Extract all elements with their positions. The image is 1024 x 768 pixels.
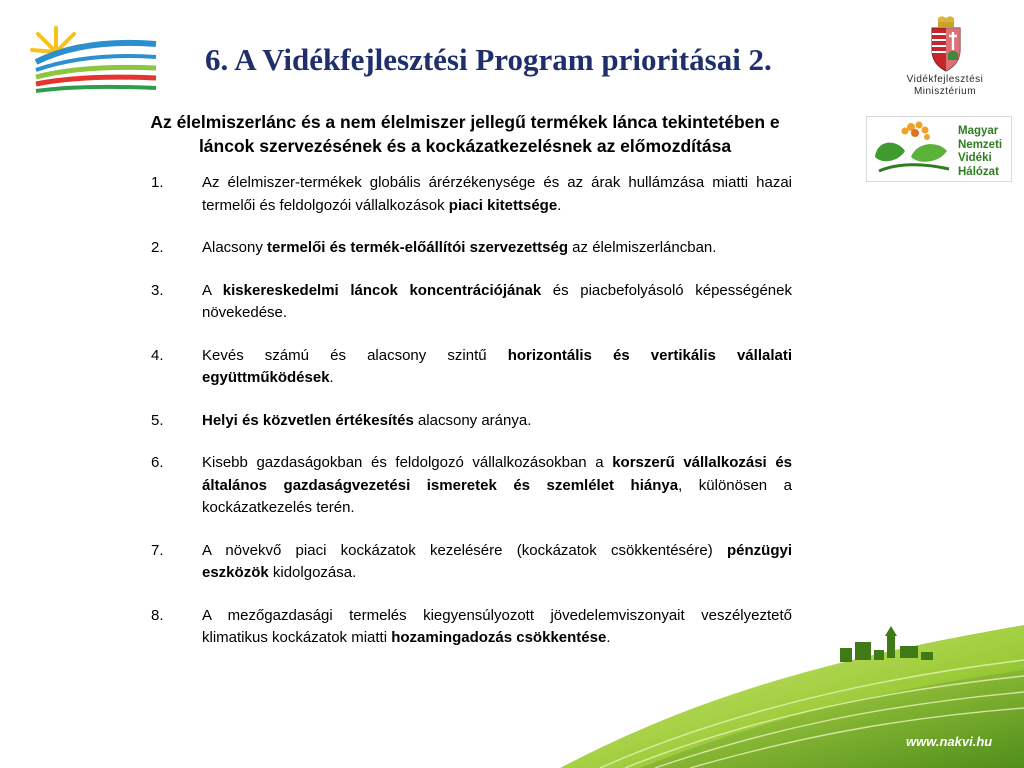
item-text xyxy=(202,237,792,260)
item-text-part: Kevés számú és alacsony szintű xyxy=(202,346,508,364)
item-number: 8. xyxy=(151,606,164,624)
item-text-bold: kiskereskedelmi láncok koncentrációjának xyxy=(222,281,542,299)
priority-list xyxy=(140,172,792,670)
item-text xyxy=(202,172,792,217)
ministry-name-line2: Minisztérium xyxy=(913,86,977,97)
list-item xyxy=(140,410,792,433)
network-name-line3: Vidéki xyxy=(958,152,992,164)
item-number: 1. xyxy=(151,174,164,191)
item-text-part: . xyxy=(606,629,611,646)
item-text-part: A mezőgazdasági termelés kiegyensúlyozott jövedelemviszonyait veszélyeztető klimatikus kockázatok miatti xyxy=(202,606,792,646)
list-item xyxy=(140,237,792,260)
item-number: 2. xyxy=(151,239,164,256)
list-item xyxy=(140,605,792,650)
network-name-line1: Magyar xyxy=(958,125,999,137)
page-title: 6. A Vidékfejlesztési Program prioritásai 2. xyxy=(205,42,772,77)
subtitle-line2: láncok szervezésének és a kockázatkezelésnek az előmozdítása xyxy=(198,136,732,156)
ministry-name xyxy=(890,74,1000,98)
item-text-part: A xyxy=(202,281,223,299)
item-text xyxy=(202,605,792,650)
item-text-bold: horizontális és vertikális vállalati együttműködések xyxy=(202,346,792,386)
item-text-part: alacsony aránya. xyxy=(413,411,532,429)
ministry-name-line1: Vidékfejlesztési xyxy=(906,74,984,85)
item-text-part: , különösen a kockázatkezelés terén. xyxy=(202,476,793,516)
item-number: 4. xyxy=(151,346,164,364)
item-number: 3. xyxy=(151,281,164,299)
item-text-bold: piaci kitettsége xyxy=(448,196,558,214)
item-text-part: . xyxy=(557,196,562,214)
list-item xyxy=(140,172,792,217)
item-text-part: kidolgozása. xyxy=(268,564,357,581)
list-item xyxy=(140,540,792,585)
item-text xyxy=(202,345,792,390)
item-text-part: . xyxy=(329,369,334,386)
item-text xyxy=(202,540,792,585)
network-name-line4: Hálózat xyxy=(958,165,999,178)
item-text-part: az élelmiszerláncban. xyxy=(568,239,717,256)
network-name-line2: Nemzeti xyxy=(958,138,1003,151)
item-text-bold: hozamingadozás csökkentése xyxy=(391,629,607,646)
footer-url: www.nakvi.hu xyxy=(906,734,993,749)
flower-logo-icon xyxy=(867,117,953,179)
item-text-part: Kisebb gazdaságokban és feldolgozó vállalkozásokban a xyxy=(202,454,613,471)
slide-subtitle xyxy=(100,110,830,158)
list-item xyxy=(140,280,792,325)
item-text-bold: Helyi és közvetlen értékesítés xyxy=(202,411,414,429)
sun-logo-icon xyxy=(26,22,161,97)
coat-of-arms-icon xyxy=(926,16,966,72)
list-item xyxy=(140,452,792,520)
item-text-bold: termelői és termék-előállítói szervezettség xyxy=(267,239,569,256)
item-text-bold: korszerű vállalkozási és általános gazdaságvezetési ismeretek és szemlélet hiánya xyxy=(202,454,792,494)
item-text xyxy=(202,410,792,433)
network-name xyxy=(958,125,1002,179)
item-text-bold: pénzügyi eszközök xyxy=(202,541,792,581)
subtitle-line1: Az élelmiszerlánc és a nem élelmiszer jellegű termékek lánca tekintetében e xyxy=(150,112,780,132)
item-text-part: és piacbefolyásoló képességének növekedése. xyxy=(202,281,792,321)
item-number: 6. xyxy=(151,454,164,471)
item-text-part: A növekvő piaci kockázatok kezelésére (kockázatok csökkentésére) xyxy=(202,541,727,559)
list-item xyxy=(140,345,792,390)
item-text-part: Az élelmiszer-termékek globális árérzékenysége és az árak hullámzása miatti hazai termelői és feldolgozói vállalkozások xyxy=(202,174,792,214)
item-number: 7. xyxy=(151,541,164,559)
item-text xyxy=(202,280,792,325)
item-number: 5. xyxy=(151,411,164,429)
item-text-part: Alacsony xyxy=(202,239,268,256)
item-text xyxy=(202,452,792,520)
